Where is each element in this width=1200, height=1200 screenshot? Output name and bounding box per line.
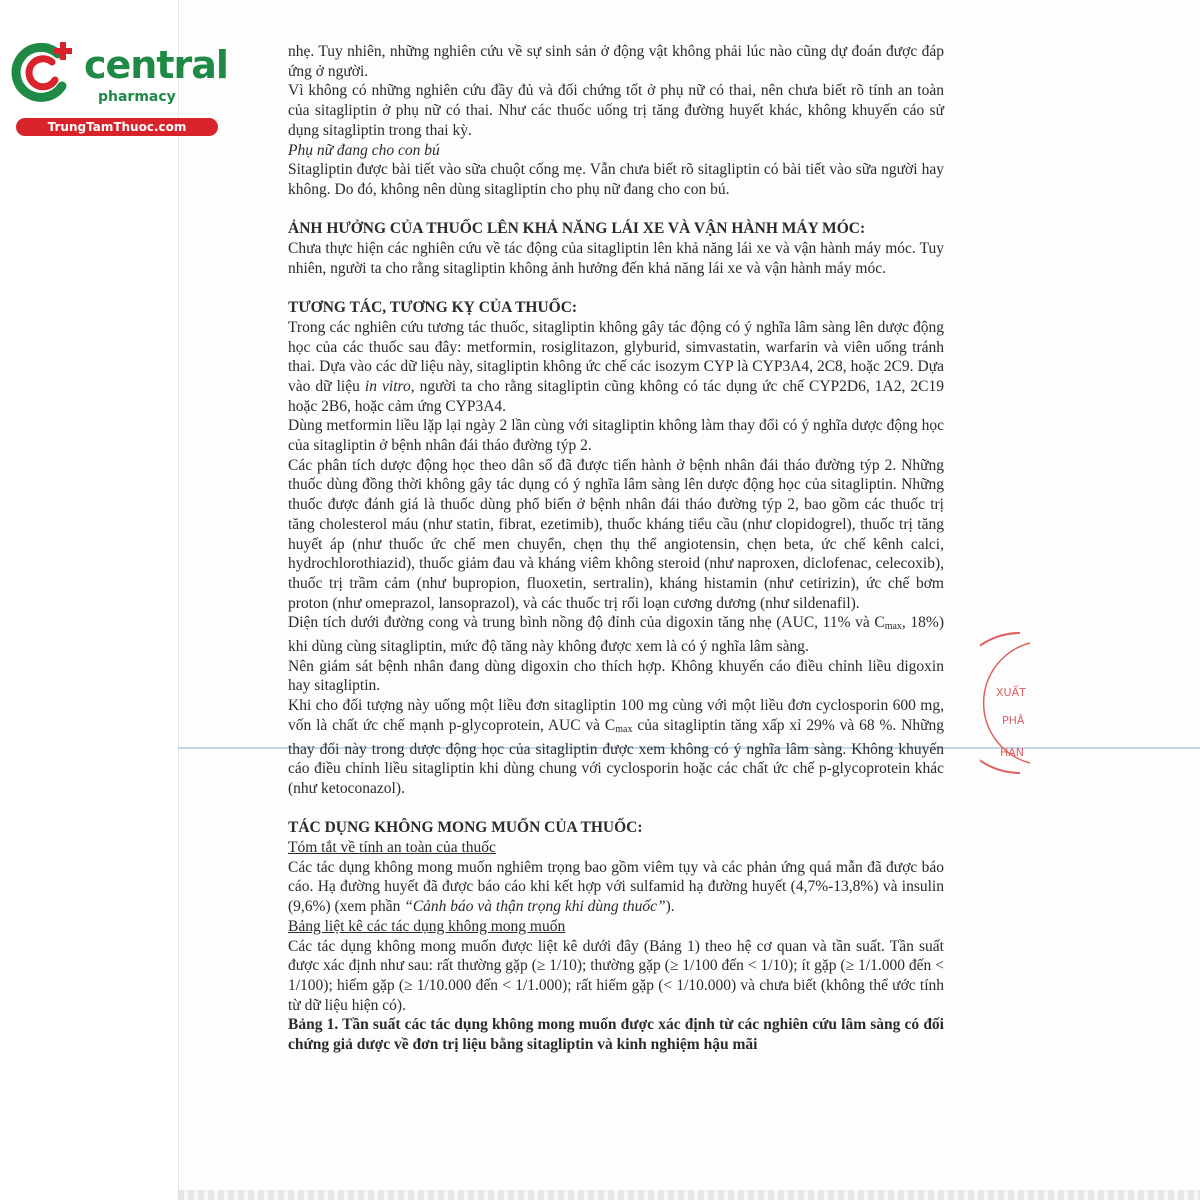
adverse-effects-heading: TÁC DỤNG KHÔNG MONG MUỐN CỦA THUỐC: (288, 819, 643, 837)
table-1-caption: Bảng 1. Tần suất các tác dụng không mong muốn được xác định từ các nghiên cứu lâm sàng có đối chứng giả dược về đơn trị liệu bằng sitagliptin và kinh nghiệm hậu mãi (288, 1016, 944, 1054)
svg-text:HAN: HAN (1000, 746, 1025, 759)
red-stamp-seal (980, 628, 1040, 778)
interactions-paragraph-1: Trong các nghiên cứu tương tác thuốc, sitagliptin không gây tác động có ý nghĩa lâm sàng lên dược động học của các thuốc sau đây: metformin, rosiglitazon, glyburid, simvastatin, warfarin và viên uống tránh thai. Dựa vào các dữ liệu này, sitagliptin không ức chế các isozym CYP là CYP3A4, 2C8, hoặc 2C9. Dựa vào dữ liệu in vitro, người ta cho rằng sitagliptin cũng không có tác dụng ức chế CYP2D6, 1A2, 2C19 hoặc 2B6, hoặc cảm ứng CYP3A4. (288, 318, 944, 415)
breastfeeding-subtitle: Phụ nữ đang cho con bú (288, 141, 440, 159)
svg-text:PHÂ: PHÂ (1002, 714, 1025, 727)
interactions-paragraph-5: Nên giám sát bệnh nhân đang dùng digoxin cho thích hợp. Không khuyến cáo điều chỉnh liều digoxin hay sitagliptin. (288, 657, 944, 695)
driving-paragraph: Chưa thực hiện các nghiên cứu về tác động của sitagliptin lên khả năng lái xe và vận hành máy móc. Tuy nhiên, người ta cho rằng sitagliptin không ảnh hưởng đến khả năng lái xe và vận hành máy móc. (288, 240, 944, 277)
driving-heading: ẢNH HƯỞNG CỦA THUỐC LÊN KHẢ NĂNG LÁI XE VÀ VẬN HÀNH MÁY MÓC: (288, 220, 866, 238)
svg-text:XUẤT: XUẤT (996, 686, 1026, 699)
logo-website[interactable]: TrungTamThuoc.com (16, 118, 218, 136)
adverse-paragraph-2: Các tác dụng không mong muốn được liệt kê dưới đây (Bảng 1) theo hệ cơ quan và tần suất. Tần suất được xác định như sau: rất thường gặp (≥ 1/10); thường gặp (≥ 1/100 đến < 1/10); ít gặp (≥ 1/1.000 đến < 1/100); hiếm gặp (≥ 1/10.000 đến < 1/1.000); rất hiếm gặp (< 1/10.000) và chưa biết (không thể ước tính từ dữ liệu hiện có). (288, 937, 944, 1014)
pregnancy-paragraph-2: Vì không có những nghiên cứu đầy đủ và đối chứng tốt ở phụ nữ có thai, nên chưa biết rõ tính an toàn của sitagliptin ở phụ nữ có thai. Như các thuốc uống trị tăng đường huyết khác, không khuyến cáo sử dụng sitagliptin trong thai kỳ. (288, 82, 944, 139)
adverse-list-subtitle: Bảng liệt kê các tác dụng không mong muốn (288, 917, 566, 935)
central-pharmacy-logo[interactable] (10, 34, 228, 136)
safety-summary-subtitle: Tóm tắt về tính an toàn của thuốc (288, 839, 496, 857)
interactions-paragraph-2: Dùng metformin liều lặp lại ngày 2 lần cùng với sitagliptin không làm thay đổi có ý nghĩa dược động học của sitagliptin ở bệnh nhân đái tháo đường týp 2. (288, 417, 944, 455)
pregnancy-paragraph-1: nhẹ. Tuy nhiên, những nghiên cứu về sự sinh sản ở động vật không phải lúc nào cũng dự đoán được đáp ứng ở người. (288, 43, 944, 80)
document-body (288, 42, 944, 1055)
interactions-paragraph-6: Khi cho đối tượng này uống một liều đơn sitagliptin 100 mg cùng với một liều đơn cyclosporin 600 mg, vốn là chất ức chế mạnh p-glycoprotein, AUC và $C_{max}$ của sitagliptin tăng xấp xỉ 29% và 68 %. Những thay đổi này trong dược động học của sitagliptin được xem không có ý nghĩa lâm sàng. Không khuyến cáo điều chỉnh liều sitagliptin khi dùng chung với cyclosporin hoặc các chất ức chế p-glycoprotein khác (như ketoconazol). (288, 697, 944, 797)
interactions-paragraph-3: Các phân tích dược động học theo dân số đã được tiến hành ở bệnh nhân đái tháo đường týp 2. Những thuốc dùng đồng thời không gây tác dụng có ý nghĩa lâm sàng lên dược động học của sitagliptin. Những thuốc được đánh giá là thuốc dùng phổ biến ở bệnh nhân đái tháo đường týp 2, bao gồm các thuốc trị tăng cholesterol máu (như statin, fibrat, ezetimib), thuốc kháng tiểu cầu (như clopidogrel), thuốc trị tăng huyết áp (như thuốc ức chế men chuyển, chẹn thụ thể angiotensin, chẹn beta, ức chế kênh calci, hydrochlorothiazid), thuốc giảm đau và kháng viêm không steroid (như naproxen, diclofenac, celecoxib), thuốc trị trầm cảm (như bupropion, fluoxetin, sertralin), kháng histamin (như cetirizin), ức chế bơm proton (như omeprazol, lansoprazol), và các thuốc trị rối loạn cương dương (như sildenafil). (288, 456, 944, 612)
adverse-paragraph-1: Các tác dụng không mong muốn nghiêm trọng bao gồm viêm tụy và các phản ứng quá mẫn đã được báo cáo. Hạ đường huyết đã được báo cáo khi kết hợp với sulfamid hạ đường huyết (4,7%-13,8%) và insulin (9,6%) (xem phần “Cảnh báo và thận trọng khi dùng thuốc”). (288, 858, 944, 916)
breastfeeding-paragraph: Sitagliptin được bài tiết vào sữa chuột cống mẹ. Vẫn chưa biết rõ sitagliptin có bài tiết vào sữa người hay không. Do đó, không nên dùng sitagliptin cho phụ nữ đang cho con bú. (288, 161, 944, 198)
logo-subtitle: pharmacy (98, 89, 176, 105)
pharmacy-cross-icon (10, 40, 76, 106)
page-bottom-edge (178, 1190, 1200, 1200)
interactions-heading: TƯƠNG TÁC, TƯƠNG KỴ CỦA THUỐC: (288, 299, 578, 317)
logo-name: central (84, 43, 228, 87)
interactions-paragraph-4: Diện tích dưới đường cong và trung bình nồng độ đỉnh của digoxin tăng nhẹ (AUC, 11% và $C_{max}$, 18%) khi dùng cùng sitagliptin, mức độ tăng này không được xem là có ý nghĩa lâm sàng. (288, 614, 944, 656)
